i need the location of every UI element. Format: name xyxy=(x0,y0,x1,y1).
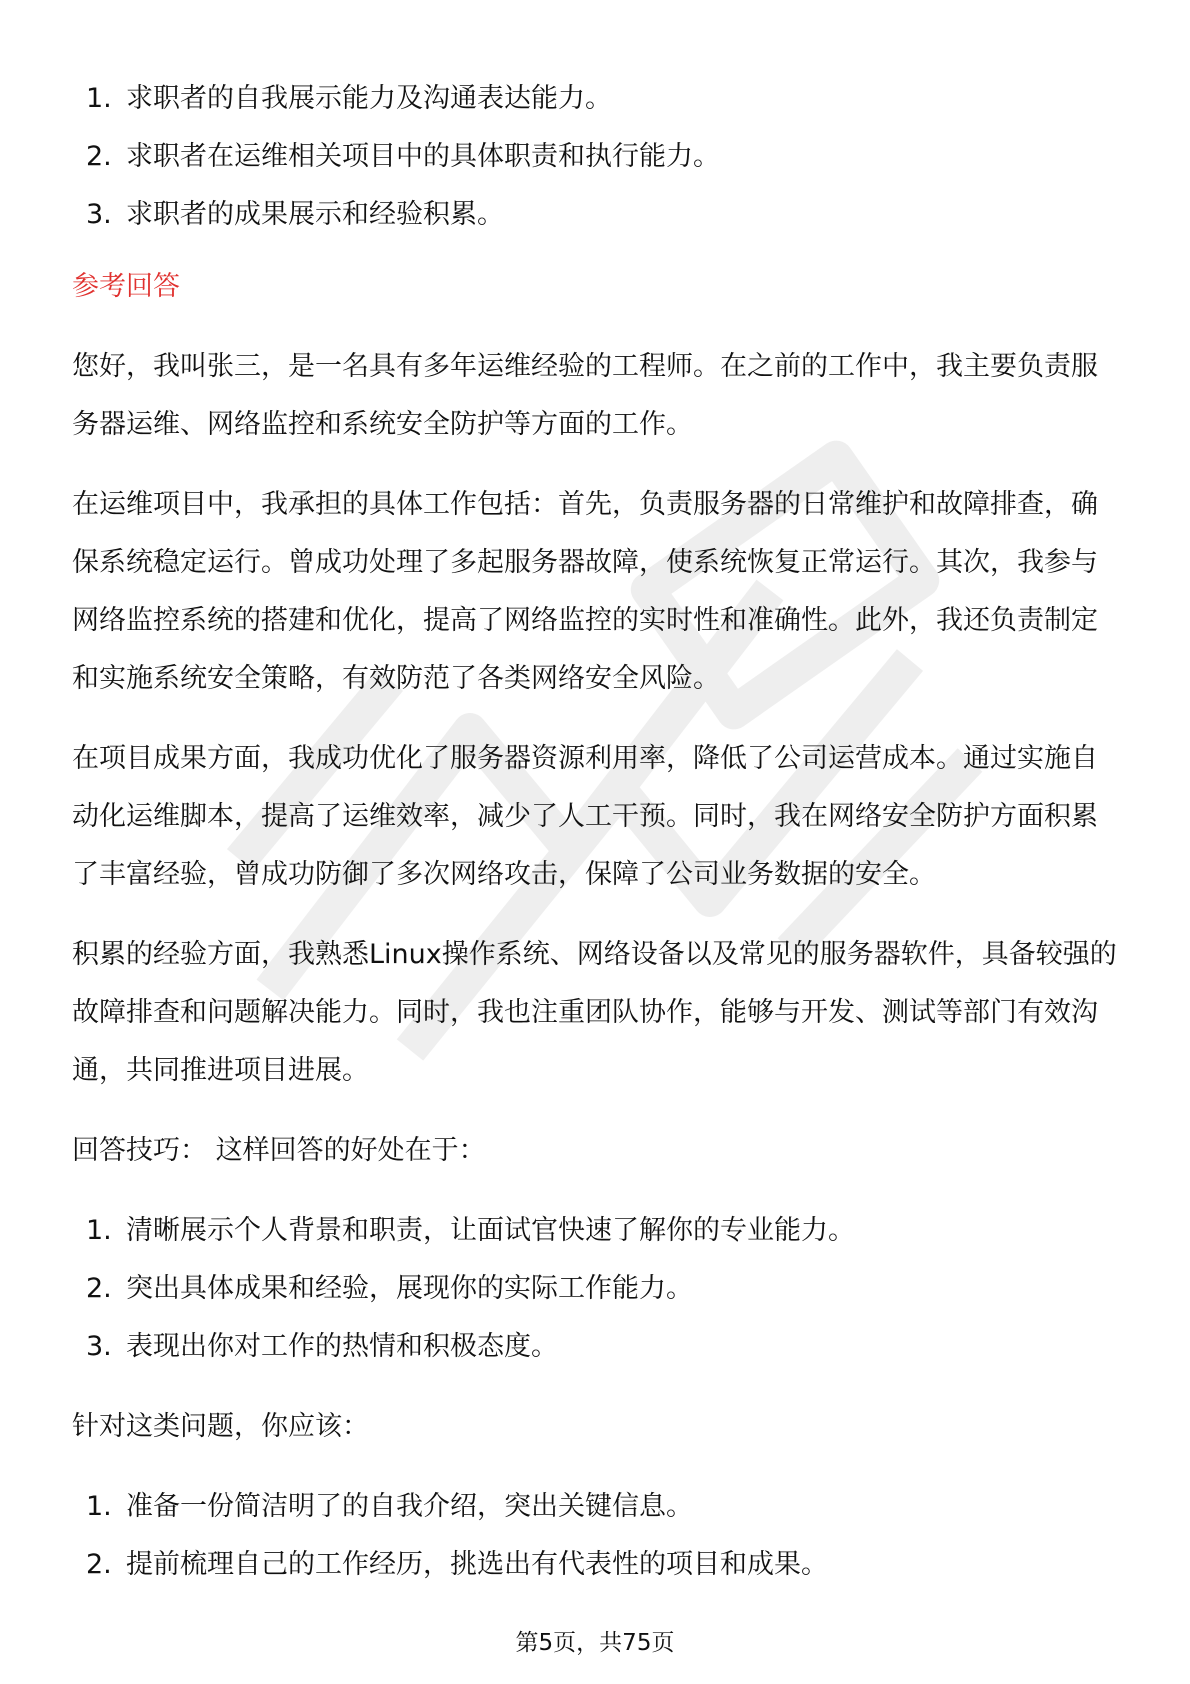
list-number: 3. xyxy=(86,199,112,230)
list-item-text: 突出具体成果和经验，展现你的实际工作能力。 xyxy=(126,1273,693,1304)
list-item xyxy=(72,1536,1122,1594)
answer-paragraph-intro: 您好，我叫张三，是一名具有多年运维经验的工程师。在之前的工作中，我主要负责服务器运维、网络监控和系统安全防护等方面的工作。 xyxy=(72,351,1098,440)
list-number: 3. xyxy=(86,1331,112,1362)
list-number: 2. xyxy=(86,141,112,172)
list-number: 2. xyxy=(86,1273,112,1304)
page-number-footer: 第5页，共75页 xyxy=(515,1630,675,1656)
list-item xyxy=(72,1318,1122,1376)
list-item xyxy=(72,1478,1122,1536)
intro-list xyxy=(72,70,1122,244)
answer-paragraph-experience: 积累的经验方面，我熟悉Linux操作系统、网络设备以及常见的服务器软件，具备较强的故障排查和问题解决能力。同时，我也注重团队协作，能够与开发、测试等部门有效沟通，共同推进项目进展。 xyxy=(72,939,1117,1086)
advice-lead: 针对这类问题，你应该： xyxy=(72,1411,369,1442)
list-item-text: 清晰展示个人背景和职责，让面试官快速了解你的专业能力。 xyxy=(126,1215,855,1246)
list-item xyxy=(72,70,1122,128)
list-number: 1. xyxy=(86,1491,112,1522)
list-item-text: 求职者的自我展示能力及沟通表达能力。 xyxy=(126,83,612,114)
list-item-text: 求职者的成果展示和经验积累。 xyxy=(126,199,504,230)
answer-paragraph-duties: 在运维项目中，我承担的具体工作包括：首先，负责服务器的日常维护和故障排查，确保系统稳定运行。曾成功处理了多起服务器故障，使系统恢复正常运行。其次，我参与网络监控系统的搭建和优化，提高了网络监控的实时性和准确性。此外，我还负责制定和实施系统安全策略，有效防范了各类网络安全风险。 xyxy=(72,489,1098,694)
list-item xyxy=(72,128,1122,186)
list-item-text: 准备一份简洁明了的自我介绍，突出关键信息。 xyxy=(126,1491,693,1522)
list-number: 1. xyxy=(86,1215,112,1246)
tips-list xyxy=(72,1202,1122,1376)
list-item xyxy=(72,1202,1122,1260)
list-item xyxy=(72,186,1122,244)
list-number: 1. xyxy=(86,83,112,114)
answer-paragraph-results: 在项目成果方面，我成功优化了服务器资源利用率，降低了公司运营成本。通过实施自动化运维脚本，提高了运维效率，减少了人工干预。同时，我在网络安全防护方面积累了丰富经验，曾成功防御了多次网络攻击，保障了公司业务数据的安全。 xyxy=(72,743,1098,890)
list-number: 2. xyxy=(86,1549,112,1580)
list-item-text: 提前梳理自己的工作经历，挑选出有代表性的项目和成果。 xyxy=(126,1549,828,1580)
list-item-text: 表现出你对工作的热情和积极态度。 xyxy=(126,1331,558,1362)
reference-answer-heading: 参考回答 xyxy=(72,271,180,302)
advice-list xyxy=(72,1478,1122,1594)
document-content xyxy=(72,70,1122,1594)
list-item xyxy=(72,1260,1122,1318)
list-item-text: 求职者在运维相关项目中的具体职责和执行能力。 xyxy=(126,141,720,172)
tips-lead: 回答技巧： 这样回答的好处在于： xyxy=(72,1135,486,1166)
